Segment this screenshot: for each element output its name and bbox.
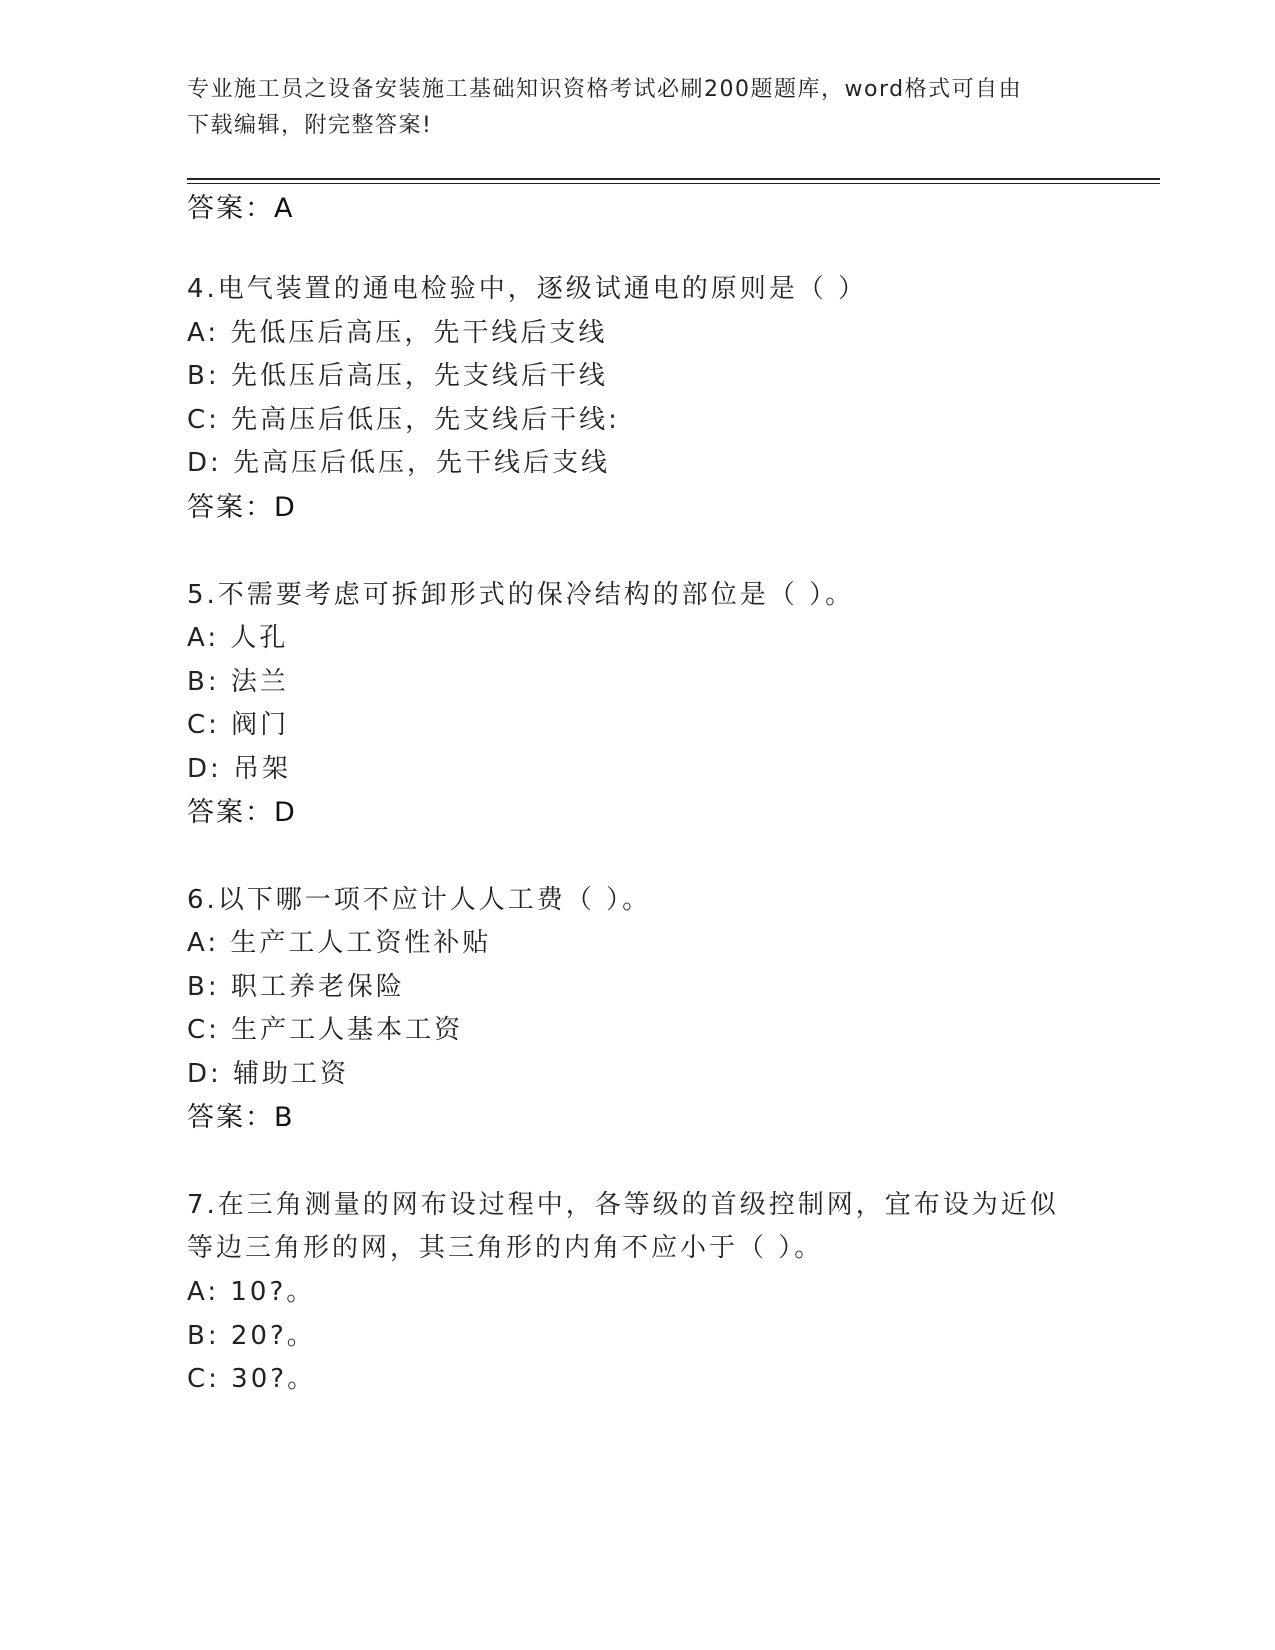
answer-previous: 答案：A (187, 193, 295, 224)
question-4-option-c: C: 先高压后低压，先支线后干线: (187, 405, 620, 435)
question-6-option-b: B: 职工养老保险 (187, 972, 405, 1002)
question-6-stem: 6.以下哪一项不应计人人工费（ ）。 (187, 885, 652, 915)
question-6-option-d: D: 辅助工资 (187, 1059, 350, 1089)
question-5-stem: 5.不需要考虑可拆卸形式的保冷结构的部位是（ ）。 (187, 580, 855, 610)
question-5-option-c: C: 阀门 (187, 710, 290, 740)
question-4-option-b: B: 先低压后高压，先支线后干线 (187, 361, 608, 391)
header-divider (187, 178, 1160, 184)
document-header (187, 72, 1087, 144)
question-6-option-a: A: 生产工人工资性补贴 (187, 928, 492, 958)
question-7-stem-line-2: 等边三角形的网，其三角形的内角不应小于（ ）。 (187, 1233, 824, 1263)
question-7-stem-line-1: 7.在三角测量的网布设过程中，各等级的首级控制网，宜布设为近似 (187, 1190, 1059, 1220)
question-6-answer: 答案：B (187, 1102, 295, 1133)
question-5-option-a: A: 人孔 (187, 623, 289, 653)
question-4-option-a: A: 先低压后高压，先干线后支线 (187, 318, 608, 348)
question-5-option-b: B: 法兰 (187, 667, 289, 697)
question-4-stem: 4.电气装置的通电检验中，逐级试通电的原则是（ ） (187, 274, 868, 304)
question-4-answer: 答案：D (187, 492, 297, 523)
header-line-1: 专业施工员之设备安装施工基础知识资格考试必刷200题题库，word格式可自由 (187, 77, 1023, 102)
question-7-option-b: B: 20?。 (187, 1321, 316, 1351)
question-5-answer: 答案：D (187, 797, 297, 828)
question-4-option-d: D: 先高压后低压，先干线后支线 (187, 448, 611, 478)
header-line-2: 下载编辑，附完整答案! (187, 113, 433, 138)
question-6-option-c: C: 生产工人基本工资 (187, 1015, 464, 1045)
question-5-option-d: D: 吊架 (187, 754, 292, 784)
question-7-option-a: A: 10?。 (187, 1277, 316, 1307)
question-7-option-c: C: 30?。 (187, 1364, 317, 1394)
